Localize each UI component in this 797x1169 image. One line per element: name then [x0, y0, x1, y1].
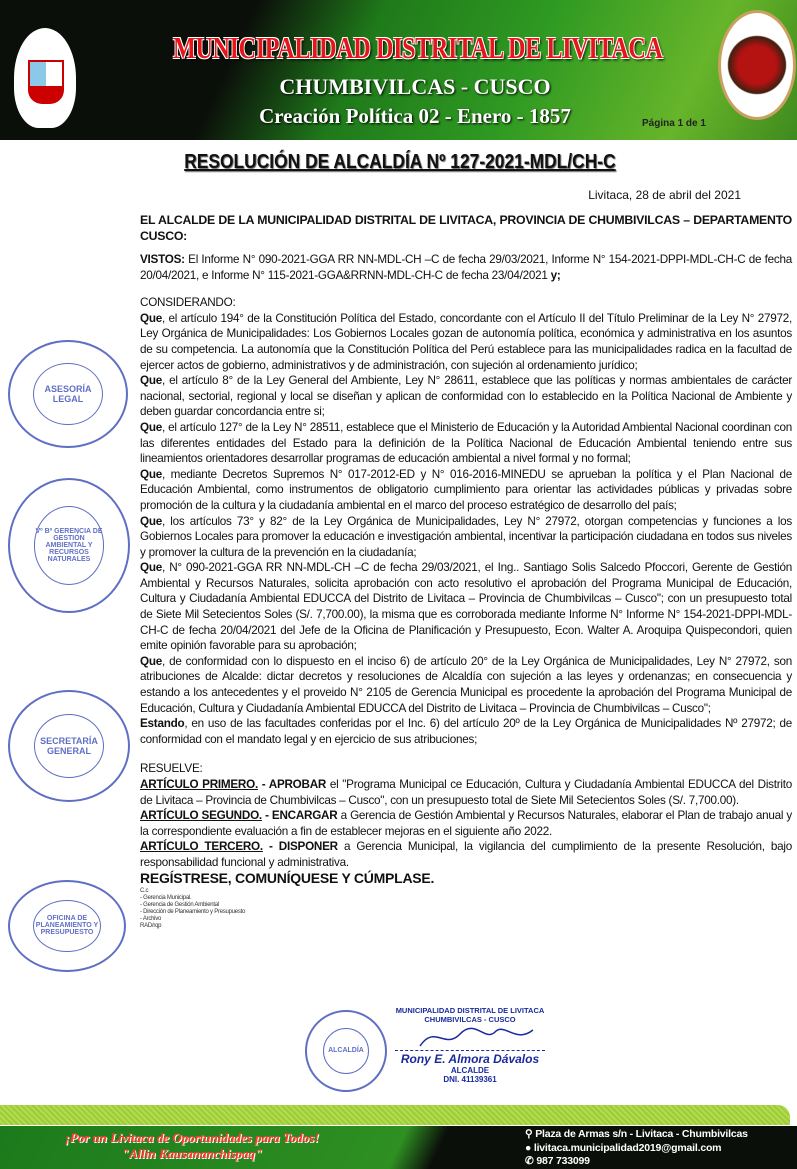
municipal-seal-icon [718, 10, 796, 120]
address: ⚲ Plaza de Armas s/n - Livitaca - Chumbivilcas [525, 1128, 748, 1140]
cc-item: - Gerencia de Gestión Ambiental [140, 902, 219, 909]
slogan: ¡Por un Livitaca de Oportunidades para Todos! "Allin Kausananchispaq" [64, 1130, 320, 1161]
cc-item: - Dirección de Planeamiento y Presupuesto [140, 909, 246, 916]
considerando-paragraph: Que, mediante Decretos Supremos N° 017-2012-ED y N° 016-2016-MINEDU se aprueban la política y el Plan Nacional de Educación Ambiental, como instrumentos de obligatorio cumplimiento para orientar las actividades públicas y privadas sobre promoción de la cultura y la ciudadanía ambiental en el marco del proceso estratégico de desarrollo del país; [140, 467, 792, 512]
considerando-paragraph: Que, el artículo 194° de la Constitución Política del Estado, concordante con el Artículo II del Título Preliminar de la Ley N° 27972, Ley Orgánica de Municipalidades: Los Gobiernos Locales gozan de autonomía política, económica y administrativa en los asuntos de su competencia. La autonomía que la Constitución Política del Perú establece para las municipalidades radica en la facultad de ejercer actos de gobierno, administrativos y de administración, con sujeción al ordenamiento jurídico; [140, 311, 792, 372]
considerando-paragraph: Estando, en uso de las facultades conferidas por el Inc. 6) del artículo 20º de la Ley Orgánica de Municipalidades Nº 27972; de conformidad con el mandato legal y en ejercicio de sus atribuciones; [140, 717, 792, 746]
articulo: ARTÍCULO SEGUNDO. - ENCARGAR a Gerencia de Gestión Ambiental y Recursos Naturales, elaborar el Plan de trabajo anual y la correspondiente evaluación a fin de establecer mejoras en el siguiente año 2022. [140, 809, 792, 838]
stamp-gerencia-ambiental: Vº Bº GERENCIA DE GESTIÓN AMBIENTAL Y RECURSOS NATURALES [8, 478, 130, 613]
considerando-paragraph: Que, el artículo 8° de la Ley General del Ambiente, Ley N° 28611, establece que las políticas y normas ambientales de carácter nacional, sectorial, regional y local se diseñan y aplican de conformidad con lo establecido en la Política Nacional de Ambiente y deben guardar concordancia entre si; [140, 374, 792, 419]
cc-item: - Archivo [140, 916, 162, 923]
document-title: RESOLUCIÓN DE ALCALDÍA Nº 127-2021-MDL/CH-C [184, 151, 616, 173]
municipality-name: MUNICIPALIDAD DISTRITAL DE LIVITACA [172, 30, 663, 65]
location-pin-icon: ⚲ [525, 1128, 536, 1140]
considerando-paragraph: Que, de conformidad con lo dispuesto en el inciso 6) de artículo 20° de la Ley Orgánica de Municipalidades, Ley N° 27972, son atribuciones de Alcalde: dictar decretos y resoluciones de Alcaldía con sujeción a las leyes y ordenanzas; en consecuencia y estando a los antecedentes y el proveido N° 2105 de Gerencia Municipal es procedente la aprobación del Programa Municipal de Educación, Cultura y Ciudadanía Ambiental EDUCCA del Distrito de Livitaca – Provincia de Chumbivilcas – Cusco"; [140, 654, 792, 715]
considerando-paragraph: Que, los artículos 73° y 82° de la Ley Orgánica de Municipalidades, Ley N° 27972, otorgan competencias y funciones a los Gobiernos Locales para promover la educación e investigación ambiental, incentivar la participación ciudadana en todos sus niveles y promover la cultura de la prevención en la ciudadanía; [140, 514, 792, 559]
mayor-signature-block: MUNICIPALIDAD DISTRITAL DE LIVITACA CHUMBIVILCAS - CUSCO Rony E. Almora Dávalos ALCALDE DNI. 41139361 [395, 1006, 545, 1084]
phone: ✆ 987 733099 [525, 1155, 590, 1167]
considerando-label: CONSIDERANDO: [140, 296, 236, 310]
considerando-list [140, 311, 792, 748]
document-body [140, 212, 792, 930]
footer [0, 1126, 797, 1169]
stamp-secretaria-general: SECRETARÍA GENERAL [8, 690, 130, 802]
articulos-list [140, 777, 792, 871]
vistos: VISTOS: El Informe N° 090-2021-GGA RR NN-MDL-CH –C de fecha 29/03/2021, Informe N° 154-2021-DPPI-MDL-CH-C de fecha 20/04/2021, e Informe N° 115-2021-GGA&RRNN-MDL-CH-C de fecha 23/04/2021 y; [140, 253, 792, 282]
stamp-alcaldia: ALCALDÍA [305, 1010, 387, 1092]
phone-icon: ✆ [525, 1155, 537, 1167]
document-date: Livitaca, 28 de abril del 2021 [588, 188, 741, 202]
stamp-planeamiento: OFICINA DE PLANEAMIENTO Y PRESUPUESTO [8, 880, 126, 972]
cc-item: - Gerencia Municipal. [140, 895, 192, 902]
email[interactable]: ● livitaca.municipalidad2019@gmail.com [525, 1141, 722, 1154]
intro: EL ALCALDE DE LA MUNICIPALIDAD DISTRITAL DE LIVITACA, PROVINCIA DE CHUMBIVILCAS – DEPARTAMENTO CUSCO: [140, 213, 792, 243]
stamp-asesoria-legal: ASESORÍA LEGAL [8, 340, 128, 448]
province-name: CHUMBIVILCAS - CUSCO [279, 74, 551, 99]
cc-item: C.c [140, 888, 149, 895]
page-number: Página 1 de 1 [642, 118, 706, 129]
email-icon: ● [525, 1141, 534, 1154]
footer-band [0, 1105, 790, 1125]
creation-date: Creación Política 02 - Enero - 1857 [259, 104, 571, 128]
considerando-paragraph: Que, el artículo 127° de la Ley N° 28511, establece que el Ministerio de Educación y la Autoridad Ambiental Nacional coordinan con las diferentes entidades del Estado para la definición de la Política Nacional de Educación Ambiental teniendo entre sus lineamientos orientadores desarrollar programas de educación ambiental a nivel formal y no formal; [140, 420, 792, 466]
closing-formula: REGÍSTRESE, COMUNÍQUESE Y CÚMPLASE. [140, 869, 435, 886]
resuelve-label: RESUELVE: [140, 762, 203, 776]
considerando-paragraph: Que, N° 090-2021-GGA RR NN-MDL-CH –C de fecha 29/03/2021, el Ing.. Santiago Solis Salcedo Pfoccori, Gerente de Gestión Ambiental y Recursos Naturales, solicita aprobación con acto resolutivo el aprobación del Programa Municipal de Educación, Cultura y Ciudadanía Ambiental EDUCCA del Distrito de Livitaca – Provincia de Chumbivilcas – Cusco"; con un presupuesto total de Siete Mil Setecientos Soles (S/. 7,700.00), la misma que es corroborada mediante Informe N° Informe N° 154-2021-DPPI-MDL-CH-C de fecha 20/04/2021 del Jefe de la Oficina de Planificación y Presupuesto, Econ. Walter A. Aroquipa Quispecondori, quien emite opinión favorable para su aprobación; [140, 561, 792, 653]
handwritten-signature-icon [415, 1024, 535, 1050]
contact-info [525, 1128, 748, 1169]
copy-distribution [140, 888, 320, 930]
articulo: ARTÍCULO PRIMERO. - APROBAR el "Programa Municipal ce Educación, Cultura y Ciudadanía Ambiental EDUCCA del Distrito de Livitaca – Provincia de Chumbivilcas – Cusco", con un presupuesto total de Siete Mil Setecientos Soles (S/. 7,700.00). [140, 778, 792, 807]
cc-item: RAD/rqp [140, 923, 162, 930]
letterhead [0, 0, 797, 140]
articulo: ARTÍCULO TERCERO. - DISPONER a Gerencia Municipal, la vigilancia del cumplimiento de la presente Resolución, bajo responsabilidad funcional y administrativa. [140, 840, 793, 869]
